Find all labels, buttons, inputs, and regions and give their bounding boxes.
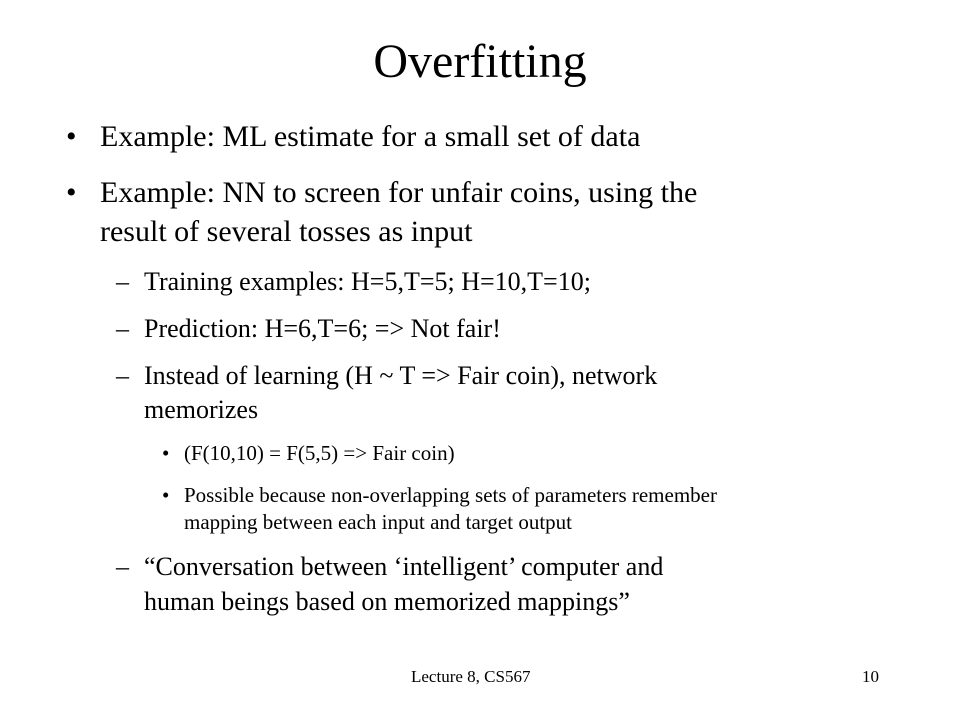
third-level-text-line-2: mapping between each input and target output <box>184 510 572 534</box>
sub-bullet-text-line-2: memorizes <box>144 395 259 424</box>
dash-marker: – <box>116 267 129 296</box>
bullet-text: Example: ML estimate for a small set of data <box>100 120 641 153</box>
bullet-text-line-1: Example: NN to screen for unfair coins, using the <box>100 176 698 209</box>
page-number: 10 <box>862 667 879 686</box>
sub-bullet-text-line-1: Instead of learning (H ~ T => Fair coin), network <box>144 361 658 390</box>
slide-title: Overfitting <box>373 35 587 88</box>
sub-bullet-text-line-1: “Conversation between ‘intelligent’ computer and <box>144 552 664 581</box>
footer-lecture: Lecture 8, CS567 <box>411 667 531 686</box>
bullet-text-line-2: result of several tosses as input <box>100 215 473 248</box>
dash-marker: – <box>116 361 129 390</box>
third-level-text: (F(10,10) = F(5,5) => Fair coin) <box>184 441 455 465</box>
sub-bullet-text: Training examples: H=5,T=5; H=10,T=10; <box>144 267 591 296</box>
dash-marker: – <box>116 314 129 343</box>
third-level-text-line-1: Possible because non-overlapping sets of parameters remember <box>184 483 717 507</box>
sub-bullet-text: Prediction: H=6,T=6; => Not fair! <box>144 314 501 343</box>
bullet-marker: • <box>66 120 77 153</box>
small-bullet-marker: • <box>162 441 170 465</box>
sub-bullet-text-line-2: human beings based on memorized mappings” <box>144 587 630 616</box>
small-bullet-marker: • <box>162 483 170 507</box>
dash-marker: – <box>116 552 129 581</box>
bullet-marker: • <box>66 176 77 209</box>
